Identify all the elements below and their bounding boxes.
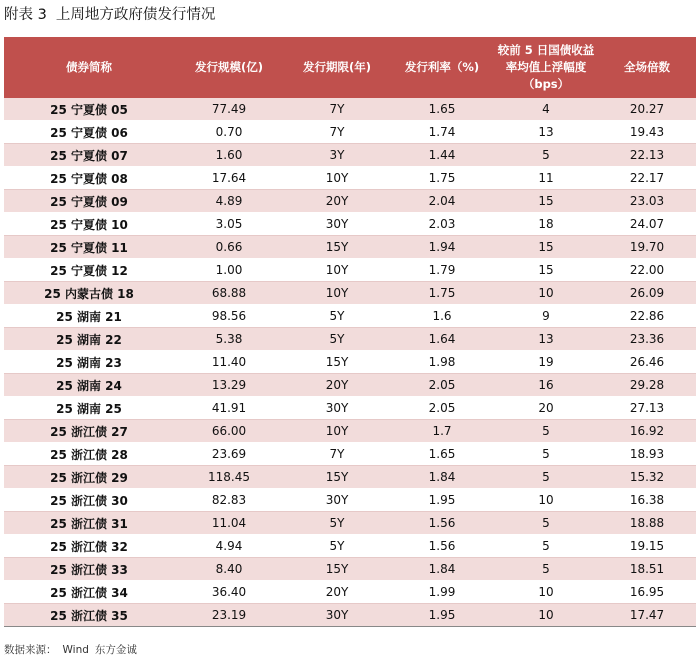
table-row [4,190,696,213]
cell-issue-rate: 1.95 [390,604,494,627]
cell-issue-size: 17.64 [174,167,284,190]
cell-spread-bps: 10 [494,282,598,305]
cell-issue-size: 11.04 [174,512,284,535]
cell-issue-term: 20Y [284,581,390,604]
cell-issue-term: 30Y [284,397,390,420]
cell-bond-name: 25 湖南 23 [4,351,174,374]
cell-spread-bps: 4 [494,98,598,121]
cell-spread-bps: 5 [494,558,598,581]
cell-bid-multiple: 19.70 [598,236,696,259]
cell-bond-name: 25 浙江债 27 [4,420,174,443]
cell-bond-name: 25 宁夏债 10 [4,213,174,236]
cell-issue-term: 10Y [284,167,390,190]
cell-spread-bps: 18 [494,213,598,236]
source-label: 数据来源： [4,644,57,656]
cell-issue-size: 5.38 [174,328,284,351]
cell-bond-name: 25 宁夏债 09 [4,190,174,213]
cell-bid-multiple: 24.07 [598,213,696,236]
cell-issue-term: 20Y [284,374,390,397]
table-row [4,236,696,259]
table-row [4,121,696,144]
cell-issue-size: 118.45 [174,466,284,489]
table-row [4,213,696,236]
cell-bid-multiple: 20.27 [598,98,696,121]
cell-issue-term: 15Y [284,558,390,581]
cell-issue-rate: 2.05 [390,374,494,397]
cell-issue-size: 82.83 [174,489,284,512]
cell-bid-multiple: 23.03 [598,190,696,213]
cell-spread-bps: 5 [494,443,598,466]
table-caption [4,3,215,24]
table-body [4,98,696,627]
cell-bond-name: 25 湖南 25 [4,397,174,420]
cell-spread-bps: 15 [494,259,598,282]
header-issue-size: 发行规模(亿) [174,37,284,98]
cell-issue-term: 20Y [284,190,390,213]
cell-bond-name: 25 浙江债 30 [4,489,174,512]
cell-spread-bps: 9 [494,305,598,328]
table-row [4,328,696,351]
cell-bid-multiple: 26.46 [598,351,696,374]
cell-issue-term: 30Y [284,604,390,627]
cell-bid-multiple: 19.43 [598,121,696,144]
cell-issue-rate: 1.44 [390,144,494,167]
table-row [4,581,696,604]
cell-issue-size: 0.66 [174,236,284,259]
cell-issue-size: 3.05 [174,213,284,236]
cell-bid-multiple: 27.13 [598,397,696,420]
cell-bond-name: 25 浙江债 35 [4,604,174,627]
header-issue-term: 发行期限(年) [284,37,390,98]
cell-issue-term: 3Y [284,144,390,167]
cell-issue-size: 23.69 [174,443,284,466]
table-row [4,397,696,420]
cell-issue-rate: 1.98 [390,351,494,374]
cell-issue-size: 13.29 [174,374,284,397]
cell-issue-term: 10Y [284,282,390,305]
cell-issue-term: 5Y [284,535,390,558]
table-row [4,282,696,305]
caption-label: 附表 3 [4,7,47,23]
cell-issue-rate: 1.64 [390,328,494,351]
table-row [4,144,696,167]
cell-issue-rate: 1.6 [390,305,494,328]
cell-bid-multiple: 16.92 [598,420,696,443]
cell-bid-multiple: 18.88 [598,512,696,535]
cell-issue-size: 4.94 [174,535,284,558]
cell-spread-bps: 13 [494,328,598,351]
cell-issue-size: 68.88 [174,282,284,305]
bond-issuance-table [4,37,696,627]
cell-issue-term: 30Y [284,489,390,512]
table-row [4,604,696,627]
cell-issue-term: 5Y [284,512,390,535]
table-row [4,259,696,282]
cell-bid-multiple: 29.28 [598,374,696,397]
cell-bid-multiple: 26.09 [598,282,696,305]
caption-text: 上周地方政府债发行情况 [55,7,216,23]
cell-bid-multiple: 17.47 [598,604,696,627]
cell-issue-rate: 1.84 [390,558,494,581]
cell-issue-rate: 1.65 [390,443,494,466]
cell-bond-name: 25 内蒙古债 18 [4,282,174,305]
cell-spread-bps: 10 [494,581,598,604]
cell-issue-rate: 2.05 [390,397,494,420]
cell-issue-rate: 1.56 [390,535,494,558]
data-source-note [4,642,137,657]
table-row [4,351,696,374]
cell-spread-bps: 5 [494,535,598,558]
table-row [4,305,696,328]
table-row [4,98,696,121]
cell-spread-bps: 15 [494,236,598,259]
cell-issue-term: 15Y [284,236,390,259]
cell-spread-bps: 19 [494,351,598,374]
header-bid-multiple: 全场倍数 [598,37,696,98]
cell-spread-bps: 10 [494,604,598,627]
cell-bond-name: 25 宁夏债 12 [4,259,174,282]
table-row [4,374,696,397]
cell-issue-term: 7Y [284,98,390,121]
cell-spread-bps: 20 [494,397,598,420]
cell-issue-term: 7Y [284,443,390,466]
cell-issue-rate: 2.03 [390,213,494,236]
cell-spread-bps: 5 [494,144,598,167]
cell-spread-bps: 13 [494,121,598,144]
cell-bond-name: 25 湖南 22 [4,328,174,351]
cell-bond-name: 25 浙江债 28 [4,443,174,466]
cell-issue-size: 0.70 [174,121,284,144]
cell-spread-bps: 16 [494,374,598,397]
table-row [4,443,696,466]
cell-issue-term: 5Y [284,305,390,328]
source-org: 东方金诚 [94,644,137,656]
cell-bid-multiple: 23.36 [598,328,696,351]
cell-bond-name: 25 宁夏债 07 [4,144,174,167]
cell-issue-rate: 1.84 [390,466,494,489]
cell-issue-term: 10Y [284,420,390,443]
cell-bid-multiple: 22.86 [598,305,696,328]
cell-issue-term: 15Y [284,466,390,489]
table-row [4,535,696,558]
cell-issue-size: 11.40 [174,351,284,374]
cell-bond-name: 25 湖南 21 [4,305,174,328]
cell-bond-name: 25 浙江债 31 [4,512,174,535]
cell-bond-name: 25 浙江债 33 [4,558,174,581]
cell-issue-size: 1.60 [174,144,284,167]
cell-spread-bps: 10 [494,489,598,512]
cell-issue-rate: 1.74 [390,121,494,144]
header-bond-name: 债券简称 [4,37,174,98]
cell-issue-rate: 1.65 [390,98,494,121]
cell-issue-rate: 1.56 [390,512,494,535]
cell-issue-term: 15Y [284,351,390,374]
cell-bond-name: 25 浙江债 32 [4,535,174,558]
cell-issue-size: 23.19 [174,604,284,627]
header-issue-rate: 发行利率（%) [390,37,494,98]
cell-bid-multiple: 16.95 [598,581,696,604]
table-row [4,420,696,443]
cell-issue-rate: 1.94 [390,236,494,259]
cell-issue-size: 66.00 [174,420,284,443]
cell-spread-bps: 5 [494,420,598,443]
cell-bid-multiple: 18.51 [598,558,696,581]
cell-issue-rate: 2.04 [390,190,494,213]
cell-issue-size: 8.40 [174,558,284,581]
cell-bid-multiple: 22.00 [598,259,696,282]
table-row [4,558,696,581]
cell-issue-size: 98.56 [174,305,284,328]
cell-issue-size: 4.89 [174,190,284,213]
cell-issue-term: 7Y [284,121,390,144]
table-row [4,167,696,190]
cell-spread-bps: 5 [494,466,598,489]
table-row [4,512,696,535]
cell-bid-multiple: 15.32 [598,466,696,489]
cell-issue-term: 10Y [284,259,390,282]
cell-issue-rate: 1.95 [390,489,494,512]
cell-issue-term: 30Y [284,213,390,236]
table-row [4,466,696,489]
cell-issue-rate: 1.99 [390,581,494,604]
cell-spread-bps: 15 [494,190,598,213]
cell-issue-rate: 1.7 [390,420,494,443]
cell-issue-size: 36.40 [174,581,284,604]
table-header-row [4,37,696,98]
cell-bond-name: 25 浙江债 29 [4,466,174,489]
cell-bond-name: 25 宁夏债 06 [4,121,174,144]
cell-issue-term: 5Y [284,328,390,351]
cell-issue-size: 1.00 [174,259,284,282]
cell-issue-size: 77.49 [174,98,284,121]
cell-bond-name: 25 湖南 24 [4,374,174,397]
cell-spread-bps: 5 [494,512,598,535]
cell-bid-multiple: 22.13 [598,144,696,167]
cell-bid-multiple: 19.15 [598,535,696,558]
cell-bond-name: 25 宁夏债 05 [4,98,174,121]
cell-bond-name: 25 宁夏债 08 [4,167,174,190]
cell-issue-rate: 1.79 [390,259,494,282]
cell-issue-rate: 1.75 [390,167,494,190]
cell-bid-multiple: 18.93 [598,443,696,466]
cell-bid-multiple: 22.17 [598,167,696,190]
table-row [4,489,696,512]
cell-bid-multiple: 16.38 [598,489,696,512]
header-spread-bps: 较前 5 日国债收益率均值上浮幅度（bps） [494,37,598,98]
source-name: Wind [62,644,89,656]
cell-bond-name: 25 浙江债 34 [4,581,174,604]
cell-issue-size: 41.91 [174,397,284,420]
cell-issue-rate: 1.75 [390,282,494,305]
cell-bond-name: 25 宁夏债 11 [4,236,174,259]
cell-spread-bps: 11 [494,167,598,190]
